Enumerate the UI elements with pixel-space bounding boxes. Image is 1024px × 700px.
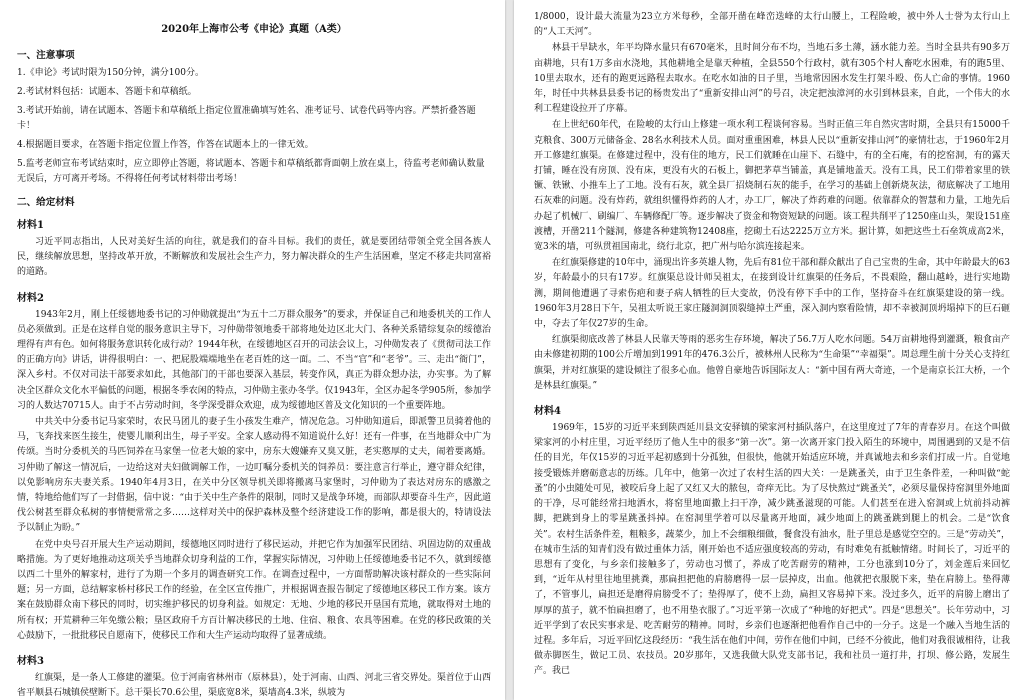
material-heading: 材料4 (534, 406, 561, 418)
document-title: 2020年上海市公考《申论》真题（A类） (161, 24, 347, 35)
material-heading: 材料3 (17, 656, 44, 668)
note-item: 2.考试材料包括：试题本、答题卡和草稿纸。 (17, 87, 197, 97)
body-paragraph-continued: 1/8000，设计最大流量为23立方米每秒，全部开凿在峰峦迭峰的太行山腰上，工程险峻，被中外人士誉为太行山上的“人工天河”。 (534, 12, 1010, 38)
body-paragraph: 红旗渠，是一条人工修建的灌渠。位于河南省林州市（原林县），处于河南、山西、河北三省交界处。渠首位于山西省平顺县石城镇侯壁断下。总干渠长70.6公里，渠底宽8米，渠墙高4.3米，纵坡为 (17, 673, 491, 699)
note-item: 1.《申论》考试时限为150分钟，满分100分。 (17, 68, 204, 78)
body-paragraph: 红旗渠彻底改善了林县人民靠天等雨的恶劣生存环境，解决了56.7万人吃水问题。54万亩耕地得到灌溉，粮食亩产由未修建初期的100公斤增加到1991年的476.3公斤，被林州人民称为“生命渠”“幸福渠”。周总理生前十分关心支持红旗渠，并对红旗渠的建设倾注了很多心血。他曾自豪地告诉国际友人：“新中国有两大奇迹，一个是南京长江大桥，一个是林县红旗渠。” (534, 335, 1010, 391)
body-paragraph: 林县干旱缺水，年平均降水量只有670毫米，且时间分布不均，当地石多土薄，涵水能力差。当时全县共有90多万亩耕地，只有1万多亩水浇地，其他耕地全是靠天种植，全县550个行政村，就有305个村人畜吃水困难，有的跑5里、10里去取水，还有的跑更远路程去取水。在吃水如油的日子里，当地常因困水发生打架斗殴、伤人亡命的事情。1960年，时任中共林县县委书记的杨贵发出了“重新安排山河”的号召，决定把浊漳河的水引到林县来，自此，一个伟大的水利工程建设拉开了序幕。 (534, 43, 1010, 115)
material-heading: 材料1 (17, 220, 44, 231)
body-paragraph: 习近平同志指出，人民对美好生活的向往，就是我们的奋斗目标。我们的责任，就是要团结带领全党全国各族人民，继续解放思想，坚持改革开放，不断解放和发展社会生产力，努力解决群众的生产生活困难，坚定不移走共同富裕的道路。 (17, 237, 491, 278)
document-page-left (0, 0, 505, 700)
body-paragraph: 1943年2月，刚上任绥德地委书记的习仲勋就提出“为五十二万群众服务”的要求，并保证自己和地委机关的工作人员必须做到。正是在这样自觉的服务意识主导下，习仲勋带领地委干部将地处边区北大门、各种关系错综复杂的绥德治理得有声有色。如何将服务意识转化成行动？1944年秋，在绥德地区召开的司法会议上，习仲勋发表了《贯彻司法工作的正确方向》讲话，讲得很明白：一、把屁股端端地坐在老百姓的这一面。二、不当“官”和“老爷”。三、走出“衙门”，深入乡村。不仅对司法干部要求如此，其他部门的干部也要深入基层，转变作风，真正为群众想办法，办实事。为了解决全区群众文化水平偏低的问题，根据冬季农闲的特点，习仲勋主张办冬学。仅1943年，全区办起冬学905所，参加学习的人数达70715人。由于不占劳动时间，冬学深受群众欢迎，成为绥德地区普及文化知识的一个重要阵地。 (17, 309, 491, 411)
material-heading: 材料2 (17, 292, 44, 304)
body-paragraph: 在上世纪60年代，在险峻的太行山上修建一项水利工程谈何容易。当时正值三年自然灾害时期，全县只有15000千克粮食、300万元储备金、28名水利技术人员。面对重重困难，林县人民以“重新安排山河”的豪情壮志，于1960年2月开工修建红旗渠。在修建过程中，没有住的地方，民工们就睡在山崖下、石缝中，有的全石庵，有的挖窑洞，有的露天打铺，睡在没有房顶、没有床，更没有火的石板上，御把茅草当铺盖，真是铺地盖天。没有工具，民工们带着家里的铁镢、铁锹、小推车上了工地。没有石灰，就全县厂招烧制石灰的能手，在学习的基础上创新烧灰法，彻底解决了工地用石灰难的问题。没有炸药，就组织懂得炸药的人才，办工厂，解决了炸药难的问题。依靠群众的智慧和力量，工地先后办起了机械厂、刷编厂、车辆修配厂等。逐步解决了资金和物资短缺的问题。该工程共削平了1250座山头，架设151座渡槽，开凿211个隧洞，修建各种建筑物12408座，挖砌土石达2225万立方米。据计算，如把这些土石垒筑成高2米，宽3米的墙，可纵贯祖国南北，绕行北京，把广州与哈尔滨连接起来。 (534, 120, 1010, 253)
body-paragraph: 1969年，15岁的习近平来到陕西延川县文安驿镇的梁家河村插队落户，在这里度过了7年的青春岁月。在这个叫做梁家河的小村庄里，习近平经历了他人生中的很多“第一次”。第一次离开家门投入陌生的环境中，周围遇到的又是不信任的目光，年仅15岁的习近平起初感到十分孤独，但很快，他就开始适应环境，并真诚地去和乡亲们打成一片。自觉地接受锻炼并磨砺意志的历练。几年中，他第一次过了农村生活的四大关：一是跳蚤关，由于卫生条件差，一种叫做“蛇蚤”的小虫随处可见，被咬后身上起了又红又大的脓包，奇痒无比。为了尽快熬过“跳蚤关”，必须尽量保持窑洞里外地面的干净，尽可能经常扫地洒水，将窑里地面撒上扫干净，减少跳蚤滋现的可能。人们甚至在进入窑洞或上炕前抖动裤脚，把跳到身上的零星跳蚤抖掉。在窑洞里学着可以尽量离开地面，减少地面上的跳蚤跳到腿上的机会。二是“饮食关”。农村生活条件差，粗粮多，蔬菜少，加上不会细粮细做，餐食没有油水，肚子里总是感觉空空的。三是“劳动关”，在城市生活的知青们没有做过重体力活，刚开始也不适应强度较高的劳动，有时难免有抵触情绪。时间长了，习近平的思想有了变化，与乡亲们接触多了，劳动也习惯了，养成了吃苦耐劳的精神，工分也涨到10分了，刘金莲后来回忆到，“近年从村里往地里挑粪，那扁担把他的肩膀磨得一层一层掉皮，出血。他就把衣服脱下来，垫在肩膀上。垫得薄了，不管事儿，扁担还是磨得肩膀受不了；垫得厚了，使不上劲，扁担又容易掉下来。没过多久，近平的肩膀上磨出了厚厚的茧子，就不怕扁担磨了，也不用垫衣服了。”习近平第一次成了“种地的好把式”。四是“思想关”。长年劳动中，习近平学到了农民实事求是、吃苦耐劳的精神。同时，乡亲们也逐渐把他看作自己中的一分子。这是一个融入当地生活的过程。多年后，习近平回忆这段经历：“我生活在他们中间，劳作在他们中间，已经不分彼此，他们对我很诚相待，让我做赤脚医生，做记工员、农技员。20岁那年，又选我做大队党支部书记，我和社员一道打井，打坝、修公路，发展生产。我已 (534, 423, 1010, 677)
section-heading-notes: 一、注意事项 (17, 50, 75, 61)
document-page-right (514, 0, 1024, 700)
note-item: 5.监考老师宣布考试结束时，应立即停止答题，将试题本、答题卡和草稿纸都背面朝上放在桌上，待监考老师确认数量无误后，方可离开考场。不得将任何考试材料带出考场！ (17, 159, 485, 184)
section-heading-materials: 二、给定材料 (17, 197, 75, 208)
body-paragraph: 在红旗渠修建的10年中，涌现出许多英雄人物，先后有81位干部和群众献出了自己宝贵的生命，其中年龄最大的63岁，年龄最小的只有17岁。红旗渠总设计师吴祖太，在接到设计红旗渠的任务后，不畏艰险，翻山越岭，进行实地勘测，期间他遭遇了寻索伤疤和妻子病人牺牲的巨大变故，仍没有停下手中的工作，坚持奋斗在红旗渠建设的第一线。1960年3月28日下午，吴祖太听说王家庄隧洞洞顶裂缝掉土严重，深入洞内察看险情，却不幸被洞顶坍塌掉下的巨石砸中，夺去了年仅27岁的生命。 (534, 258, 1010, 330)
body-paragraph: 中共关中分委书记马家荣时，农民马团儿的妻子生小孩发生难产，情况危急。习仲勋知道后，即派警卫员骑着他的马，飞奔找来医生接生，使婴儿顺利出生，母子平安。全家人感动得不知道说什么好！还有一件事，在当地群众中广为传颂。当时分委机关的马匹饲养在马家堡一位老大娘的家中，房东大嫂嫌弃又臭又脏，老实憨厚的丈夫，闹着要离婚。习仲勋了解这一情况后，一边给这对夫妇做调解工作，一边叮嘱分委机关的饲养员：要注意言行举止，遵守群众纪律，以免影响房东夫妻关系。1940年4月3日，在关中分区领导机关即将搬离马家堡时，习仲勋为了表达对房东的感激之情，特地给他们写了一封借据，信中说：“由于关中生产条件的限制，同时又是战争环境，而部队却要奋斗生产，因此道伐公树甚至群众私树的事情便常常之多……这样对关中的保护森林及整个经济建设工作的影响，都是很大的，特请设法予以制止为盼。” (17, 417, 491, 534)
note-item: 4.根据题目要求，在答题卡指定位置上作答，作答在试题本上的一律无效。 (17, 140, 314, 150)
body-paragraph: 在党中央号召开展大生产运动期间，绥德地区同时进行了移民运动，并把它作为加强军民团结、巩固边防的双重战略措施。为了更好地推动这项关乎当地群众切身利益的工作，掌握实际情况，习仲勋上任绥德地委书记不久，就到绥德以西二十里外的解家村，进行了为期一个多月的调查研究工作。在调查过程中，一方面帮助解决该村群众的一些实际问题；另一方面，总结解家桥村移民工作的经验，在全区宣传推广，并根据调查报告制定了绥德地区移民工作方案。该方案在鼓励群众南下移民的同时，切实维护移民的切身利益。如规定：无地、少地的移民开垦国有荒地，就取得对土地的所有权；开荒耕种三年免缴公粮；垦区政府千方百计解决移民的土地、住宿、粮食、农具等困难。在党的移民政策的关心鼓励下，一批批移民自愿南下，使移民工作和大生产运动均取得了显著成绩。 (17, 539, 491, 641)
note-item: 3.考试开始前，请在试题本、答题卡和草稿纸上指定位置准确填写姓名、准考证号、试卷代码等内容。严禁折叠答题卡！ (17, 106, 476, 131)
